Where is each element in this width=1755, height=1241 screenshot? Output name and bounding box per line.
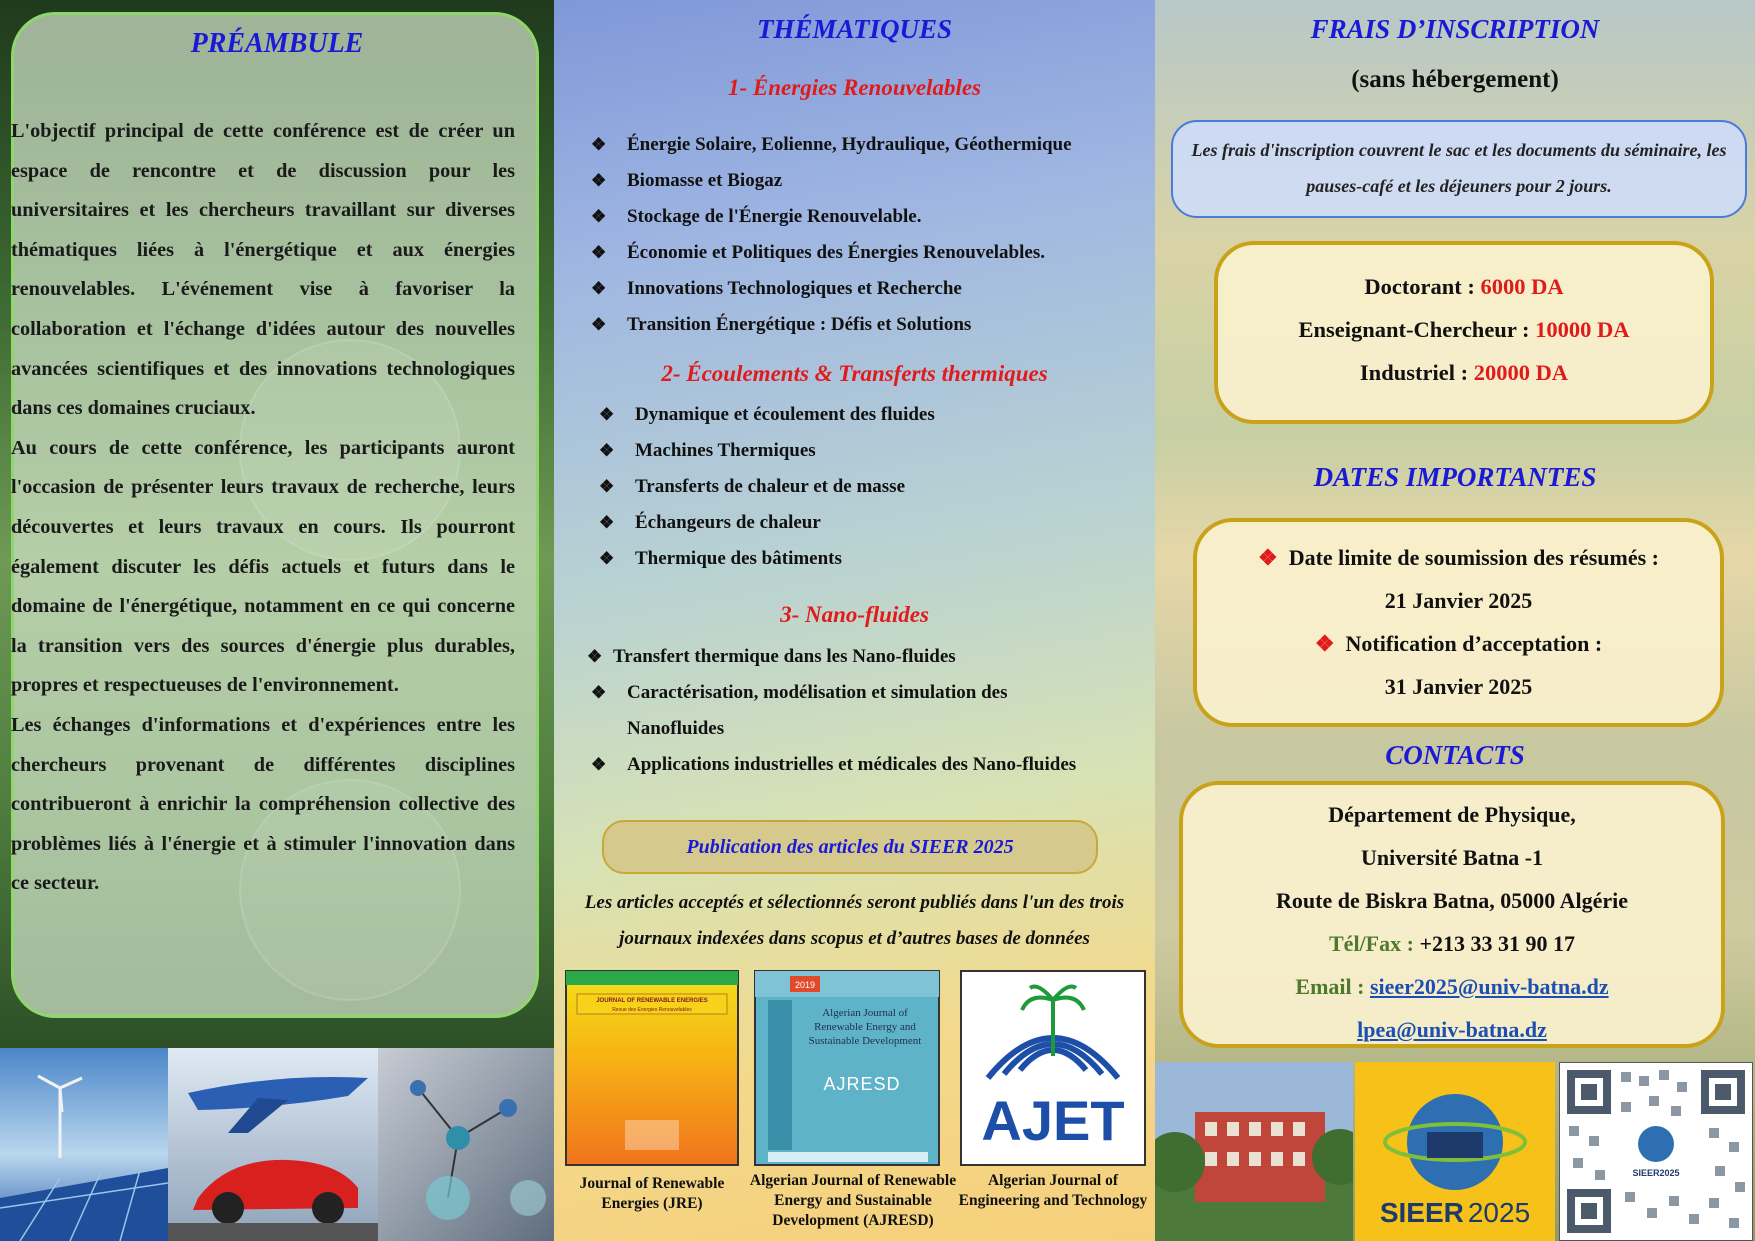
diamond-bullet-icon: ❖ <box>599 513 615 532</box>
jre-cover-subtitle: Revue des Energies Renouvelables <box>612 1007 692 1013</box>
diamond-bullet-icon: ❖ <box>591 207 607 226</box>
sieer-logo-name: SIEER <box>1379 1197 1464 1228</box>
solar-wind-photo <box>0 1048 168 1241</box>
diamond-bullet-icon: ❖ <box>591 755 607 774</box>
ajet-caption: Algerian Journal of Engineering and Technology <box>958 1172 1148 1209</box>
date-notification-label: ❖ Notification d’acceptation : <box>1314 631 1603 656</box>
jre-cover <box>565 970 739 1166</box>
section-1-title: 1- Énergies Renouvelables <box>728 75 981 100</box>
frais-subtitle: (sans hébergement) <box>1351 66 1559 93</box>
contact-university: Université Batna -1 <box>1360 845 1544 870</box>
thematiques-title: THÉMATIQUES <box>756 14 953 44</box>
frais-title: FRAIS D’INSCRIPTION <box>1310 14 1600 44</box>
ajresd-acronym: AJRESD <box>823 1074 901 1094</box>
section-3-list <box>587 639 1076 783</box>
email-link-sieer[interactable]: sieer2025@univ-batna.dz <box>1369 974 1609 999</box>
sieer-logo <box>1355 1062 1555 1241</box>
contacts-box <box>1179 781 1725 1048</box>
diamond-bullet-icon: ❖ <box>591 279 607 298</box>
ajresd-year: 2019 <box>794 980 816 990</box>
contact-email-2 <box>1183 1008 1721 1051</box>
molecule-photo <box>378 1048 554 1241</box>
fees-box <box>1214 241 1714 424</box>
sieer-logo-year: 2025 <box>1467 1197 1531 1228</box>
section-3-title: 3- Nano-fluides <box>780 602 929 627</box>
list-item: ❖ Thermique des bâtiments <box>595 541 935 577</box>
diamond-bullet-icon: ❖ <box>599 441 615 460</box>
diamond-bullet-icon: ❖ <box>591 171 607 190</box>
list-item: ❖ Économie et Politiques des Énergies Renouvelables. <box>587 235 1072 271</box>
preambule-title: PRÉAMBULE <box>190 28 364 59</box>
list-item: ❖ Échangeurs de chaleur <box>595 505 935 541</box>
contact-address: Route de Biskra Batna, 05000 Algérie <box>1276 888 1628 913</box>
preambule-paragraph-2: Au cours de cette conférence, les participants auront l'occasion de présenter leurs travaux de recherche, leurs découvertes et leurs travaux en cours. Ils pourront également discuter les défis actuels et futurs dans le domaine de l'énergétique, notamment en ce qui concerne la transition vers des sources d'énergie plus durables, propres et respectueuses de l'environnement. <box>11 436 515 697</box>
section-2-list <box>595 397 935 577</box>
qr-label: SIEER2025 <box>1632 1168 1680 1178</box>
ajresd-cover <box>754 970 940 1166</box>
fee-doctorant: Doctorant : 6000 DA <box>1364 274 1564 299</box>
dates-box <box>1193 518 1724 727</box>
list-item: ❖ Transition Énergétique : Défis et Solutions <box>587 307 1072 343</box>
list-item: ❖ Dynamique et écoulement des fluides <box>595 397 935 433</box>
list-item: ❖ Énergie Solaire, Eolienne, Hydraulique, Géothermique <box>587 127 1072 163</box>
diamond-bullet-icon: ❖ <box>599 549 615 568</box>
ajresd-cover-title: Algerian Journal of Renewable Energy and Sustainable Development <box>808 1007 922 1047</box>
jre-cover-title: JOURNAL OF RENEWABLE ENERGIES <box>596 998 708 1004</box>
fee-enseignant: Enseignant-Chercheur : 10000 DA <box>1298 317 1630 342</box>
jre-caption: Journal of Renewable Energies (JRE) <box>579 1175 725 1212</box>
fee-industriel: Industriel : 20000 DA <box>1359 360 1569 385</box>
list-item: ❖ Biomasse et Biogaz <box>587 163 1072 199</box>
ajresd-caption: Algerian Journal of Renewable Energy and Sustainable Development (AJRESD) <box>749 1172 957 1229</box>
diamond-bullet-icon: ❖ <box>591 243 607 262</box>
dates-title: DATES IMPORTANTES <box>1313 462 1597 492</box>
list-item: ❖ Caractérisation, modélisation et simulation des <box>587 675 1076 711</box>
diamond-bullet-icon: ❖ <box>1314 631 1335 656</box>
preambule-text <box>11 112 515 904</box>
list-item: ❖ Applications industrielles et médicales des Nano-fluides <box>587 747 1076 783</box>
energy-photo-strip <box>0 1048 554 1241</box>
contact-email-1: Email : sieer2025@univ-batna.dz <box>1295 974 1609 999</box>
journal-row <box>554 970 1155 1241</box>
diamond-bullet-icon: ❖ <box>599 477 615 496</box>
diamond-bullet-icon: ❖ <box>591 135 607 154</box>
contacts-title: CONTACTS <box>1385 740 1525 770</box>
svg-text:SIEER2025 <box>1380 1197 1530 1228</box>
list-item: ❖ Transfert thermique dans les Nano-fluides <box>587 639 1076 675</box>
preambule-column <box>0 0 554 1241</box>
publication-text: Les articles acceptés et sélectionnés seront publiés dans l'un des trois journaux indexées dans scopus et d’autres bases de données <box>584 892 1125 949</box>
list-item: ❖ Innovations Technologiques et Recherche <box>587 271 1072 307</box>
date-notification-value: 31 Janvier 2025 <box>1384 674 1533 699</box>
bottom-image-strip <box>1155 1062 1755 1241</box>
list-item: ❖ Stockage de l'Énergie Renouvelable. <box>587 199 1072 235</box>
list-item: ❖ Transferts de chaleur et de masse <box>595 469 935 505</box>
frais-note: Les frais d'inscription couvrent le sac et les documents du séminaire, les pauses-café et les déjeuners pour 2 jours. <box>1171 120 1747 218</box>
section-2-title: 2- Écoulements & Transferts thermiques <box>661 361 1048 386</box>
contact-phone: Tél/Fax : +213 33 31 90 17 <box>1329 931 1575 956</box>
diamond-bullet-icon: ❖ <box>591 683 607 702</box>
preambule-paragraph-1: L'objectif principal de cette conférence est de créer un espace de rencontre et de discussion pour les universitaires et les chercheurs travaillant sur diverses thématiques liées à l'énergétique et aux énergies renouvelables. L'événement vise à favoriser la collaboration et l'échange d'idées autour des nouvelles avancées scientifiques et des innovations technologiques dans ces domaines cruciaux. <box>11 120 515 420</box>
thematiques-column <box>554 0 1155 1241</box>
plane-car-photo <box>168 1048 378 1241</box>
publication-banner: Publication des articles du SIEER 2025 <box>602 820 1098 874</box>
diamond-bullet-icon: ❖ <box>1257 545 1278 570</box>
diamond-bullet-icon: ❖ <box>599 405 615 424</box>
ajet-logo-text: AJET <box>981 1089 1125 1152</box>
contact-department: Département de Physique, <box>1328 802 1576 827</box>
inscription-column <box>1155 0 1755 1241</box>
list-item-continuation: Nanofluides <box>627 718 725 739</box>
section-1-list <box>587 127 1072 343</box>
date-submission-value: 21 Janvier 2025 <box>1384 588 1533 613</box>
email-link-lpea[interactable]: lpea@univ-batna.dz <box>1357 1017 1547 1042</box>
list-item: ❖ Machines Thermiques <box>595 433 935 469</box>
diamond-bullet-icon: ❖ <box>587 647 603 666</box>
qr-code[interactable] <box>1559 1062 1753 1241</box>
diamond-bullet-icon: ❖ <box>591 315 607 334</box>
ajet-logo <box>960 970 1146 1166</box>
university-building-photo <box>1155 1062 1353 1241</box>
date-submission-label: ❖ Date limite de soumission des résumés : <box>1257 545 1660 570</box>
preambule-paragraph-3: Les échanges d'informations et d'expériences entre les chercheurs provenant de différentes disciplines contribueront à enrichir la compréhension collective des problèmes liés à l'énergie et à stimuler l'innovation dans ce secteur. <box>11 713 515 895</box>
